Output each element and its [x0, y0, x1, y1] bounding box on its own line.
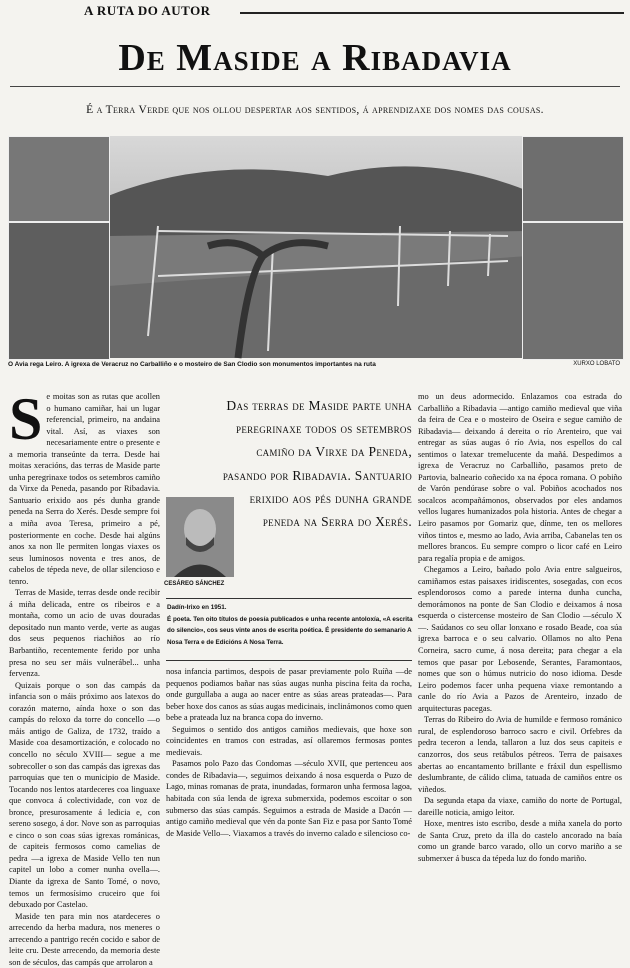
bio-rule — [166, 660, 412, 661]
kicker-rule — [240, 12, 624, 14]
church-inset — [8, 136, 110, 222]
bio-line: Dadín-Irixo en 1951. — [167, 604, 227, 611]
photo-caption: O Avia rega Leiro. A igrexa de Veracruz no Carballiño e o mosteiro de San Clodio son monumentos importantes na ruta — [8, 361, 376, 368]
body-column-3 — [418, 391, 622, 879]
paragraph: mo un deus adormecido. Enlazamos coa estrada do Carballiño a Ribadavia —antigo camiño medieval que viña da feira de Cea e o mosteiro de Oseira e segue camiño de Ribadavia— deixando á dereita o río Arenteiro, que vai entregar as súas augas ó río Avia, nos espellos do cal sentimos o latexar tremelucente da mañá. Despedimos a igrexa de Veracruz no Carballiño, pasamos preto de Partovia, balneario coñecido xa na época romana. O pobiño de Varón pendúrase sobre o val. Pobiños acochados nos socalcos acompañámonos, observados por eles andamos vellos lugares humanizados pola historia. Antes de chegar a Leiro pasamos por Gomariz que, dínme, ten os mellores viños tintos e, mesmo ao lado, Avia arriba, Cabanelas ten os mellores brancos. Eu sempre compro o licor café en Leiro para regalía propia e de amigos. — [418, 392, 622, 563]
paragraph: Pasamos polo Pazo das Condomas —século XVII, que pertenceu aos condes de Ribadavia—, seguimos deixando á nosa esquerda o Puzo de Lago, minas romanas de prata, inundadas, formaron unha fermosa lagoa, habitada con súa lenda de igrexa submerxida, podemos escoitar o son submerso das súas campás. Seguimos a estrada de Maside a Dacón —antigo camiño medieval que vén da ponte San Fiz e pasa por Santo Tomé de Maside Vello—. Viaxamos a través do inverno calado e silencioso co- — [166, 759, 412, 838]
bio-rule — [166, 598, 412, 599]
main-photo — [8, 136, 622, 358]
drop-cap: S — [9, 386, 43, 452]
headline-rule — [10, 86, 620, 87]
photo-credit: XURXO LOBATO — [573, 361, 620, 367]
paragraph: Quizais porque o son das campás da infancia son o máis próximo aos latexos do corazón materno, aínda hoxe o son das campás do reloxo da torre do concello —o máis antigo de Galiza, de 1732, traído a Maside coa desamortización, e colocado no concello no século XVIII— segue a me sobrecoller o son das campás das igrexas das parroquias que ten o municipio de Maside. Tocando nos lentos atardeceres coa linguaxe que convoca á colectividade, con voz de bronce, presurosamente á ledicia e, con sereno sosego, á dor. Nove son as parroquias e cinco o son coas súas igrexas románicas, de capiteis fermosos como camelias de pedra —a igrexa de Maside Vello ten nun capitel un lobo a comer nunha ovella—. Diante da igrexa de Santo Tomé, o novo, temos un fermosísimo cruceiro que foi debuxado por Castelao. — [9, 680, 160, 910]
paragraph: nosa infancia partimos, despois de pasar previamente polo Ruíña —de pequenos podiamos bañar nas súas augas nunha piscina feita da rocha, onde gurgullaba a auga ao nacer entre as súas areas prateadas—. Para beber hoxe dos canos as súas augas medicinais, inclinámonos como quen bebe a prateada luz na branca copa do inverno. — [166, 667, 412, 723]
paragraph: Hoxe, mentres isto escribo, desde a miña xanela do porto de Santa Cruz, preto da illa do castelo ancorado na baía como un grande barco varado, ollo un corvo mariño a se submerxer á busca da tépeda luz do fondo mariño. — [418, 819, 622, 863]
paragraph: Terras do Ribeiro do Avia de humilde e fermoso románico rural, de esplendoroso barroco sacro e civil. Orfebres da pedra teceron a lenda, tallaron a luz dos seus capiteis e canzorros, dos seus retábulos pétreos. Terra de paisaxes abertas ao encantamento brillante e fráxil dun espellismo deslumbrante, de cálido clima, tatuada de camiños entre os viñedos. — [418, 715, 622, 794]
body-column-2 — [166, 666, 412, 879]
paragraph: Chegamos a Leiro, bañado polo Avia entre salgueiros, camiñamos estas paisaxes iridiscentes, sosegadas, con ecos esplendorosos como a parede interna dunha cuncha, demorámonos na ponte de San Clodio e deixamos á nosa esquerda o cistercense mosteiro de San Clodio —século X—. Saúdanos co seu ollar lonxano e rosado Beade, coa súa igrexa barroca e o seu calvario. Ollamos no alto Pena Corneira, sacro cume, á nosa dereita; para chegar a ela temos que pasar por Lebosende, Serantes, Faramontaos, nomes que son o húmus nutricio do noso idioma. Desde Leiro podemos facer unha pequena viaxe remontando a canle do río Avia a Pazos de Arenteiro, inzado de arquitecturas pacegas. — [418, 565, 622, 713]
author-bio — [167, 602, 413, 648]
vineyard-inset — [522, 136, 624, 222]
author-name: CESÁREO SÁNCHEZ — [164, 581, 225, 587]
paragraph: Terras de Maside, terras desde onde recibir á miña delicada, entre os ribeiros e a montaña, como un acio de uvas douradas depositado nun manto verde, verte as augas dos seus pequenos riachiños ao río Barbantiño, recentemente ferido por unha presa no seu ser máis vulnerábel... unha fervenza. — [9, 588, 160, 679]
headline: De Maside a Ribadavia — [118, 37, 512, 79]
jug-inset — [8, 222, 110, 360]
paragraph: Maside ten para min nos atardeceres o arrecendo da herba madura, nos meneres o arrecendo a pantrigo recén cocido e sabor de leite cru. Deste arrecendo, da memoria deste son de séculos, das campás que arrolaron a — [9, 911, 160, 967]
body-column-1 — [9, 386, 160, 967]
pull-quote: Das terras de Maside parte unha peregrinaxe todos os setembros camiño da Virxe da Peneda, pasando por Ribadavia. Santuario erixido aos pés dunha grande peneda na Serra do Xerés. — [222, 398, 412, 530]
paragraph: Da segunda etapa da viaxe, camiño do norte de Portugal, dareille noticia, amigo leitor. — [418, 796, 622, 817]
monastery-inset — [522, 222, 624, 360]
paragraph: Se moitas son as rutas que acollen o humano camiñar, hai un lugar referencial, primeiro, na andaina vital. Así, as viaxes son necesariamente entre o presente e a memoria transeúnte da terra. Desde hai moitas xeracións, das terras de Maside parte unha peregrinaxe todos os setembros camiño da Virxe da Peneda, pasando por Ribadavia. Santuario erixido aos pés dunha grande peneda na Serra do Xerés. Desde sempre foi a miña avoa Teresa, primeiro a pé, posteriormente en coche. Desde hai algúns anos xa non lle permiten longas viaxes os seus luminosos noventa e tres anos, de cabelos de tépeda neve, de ollar silencioso e tenro. — [9, 386, 160, 586]
paragraph: Seguimos o sentido dos antigos camiños medievais, que hoxe son coincidentes en tramos con estradas, así ollaremos fermosas pontes medievais. — [166, 724, 412, 757]
subhead: É a Terra Verde que nos ollou despertar aos sentidos, á aprendizaxe dos nomes das cousas. — [86, 104, 544, 116]
section-kicker: A RUTA DO AUTOR — [84, 3, 211, 18]
bio-line: É poeta. Ten oito títulos de poesía publicados e unha recente antoloxía, «A escrita do silencio», cos seus vinte anos de escrita poética. É presidente do semanario A Nosa Terra e de Edicións A Nosa Terra. — [167, 615, 413, 646]
author-photo — [166, 497, 234, 577]
